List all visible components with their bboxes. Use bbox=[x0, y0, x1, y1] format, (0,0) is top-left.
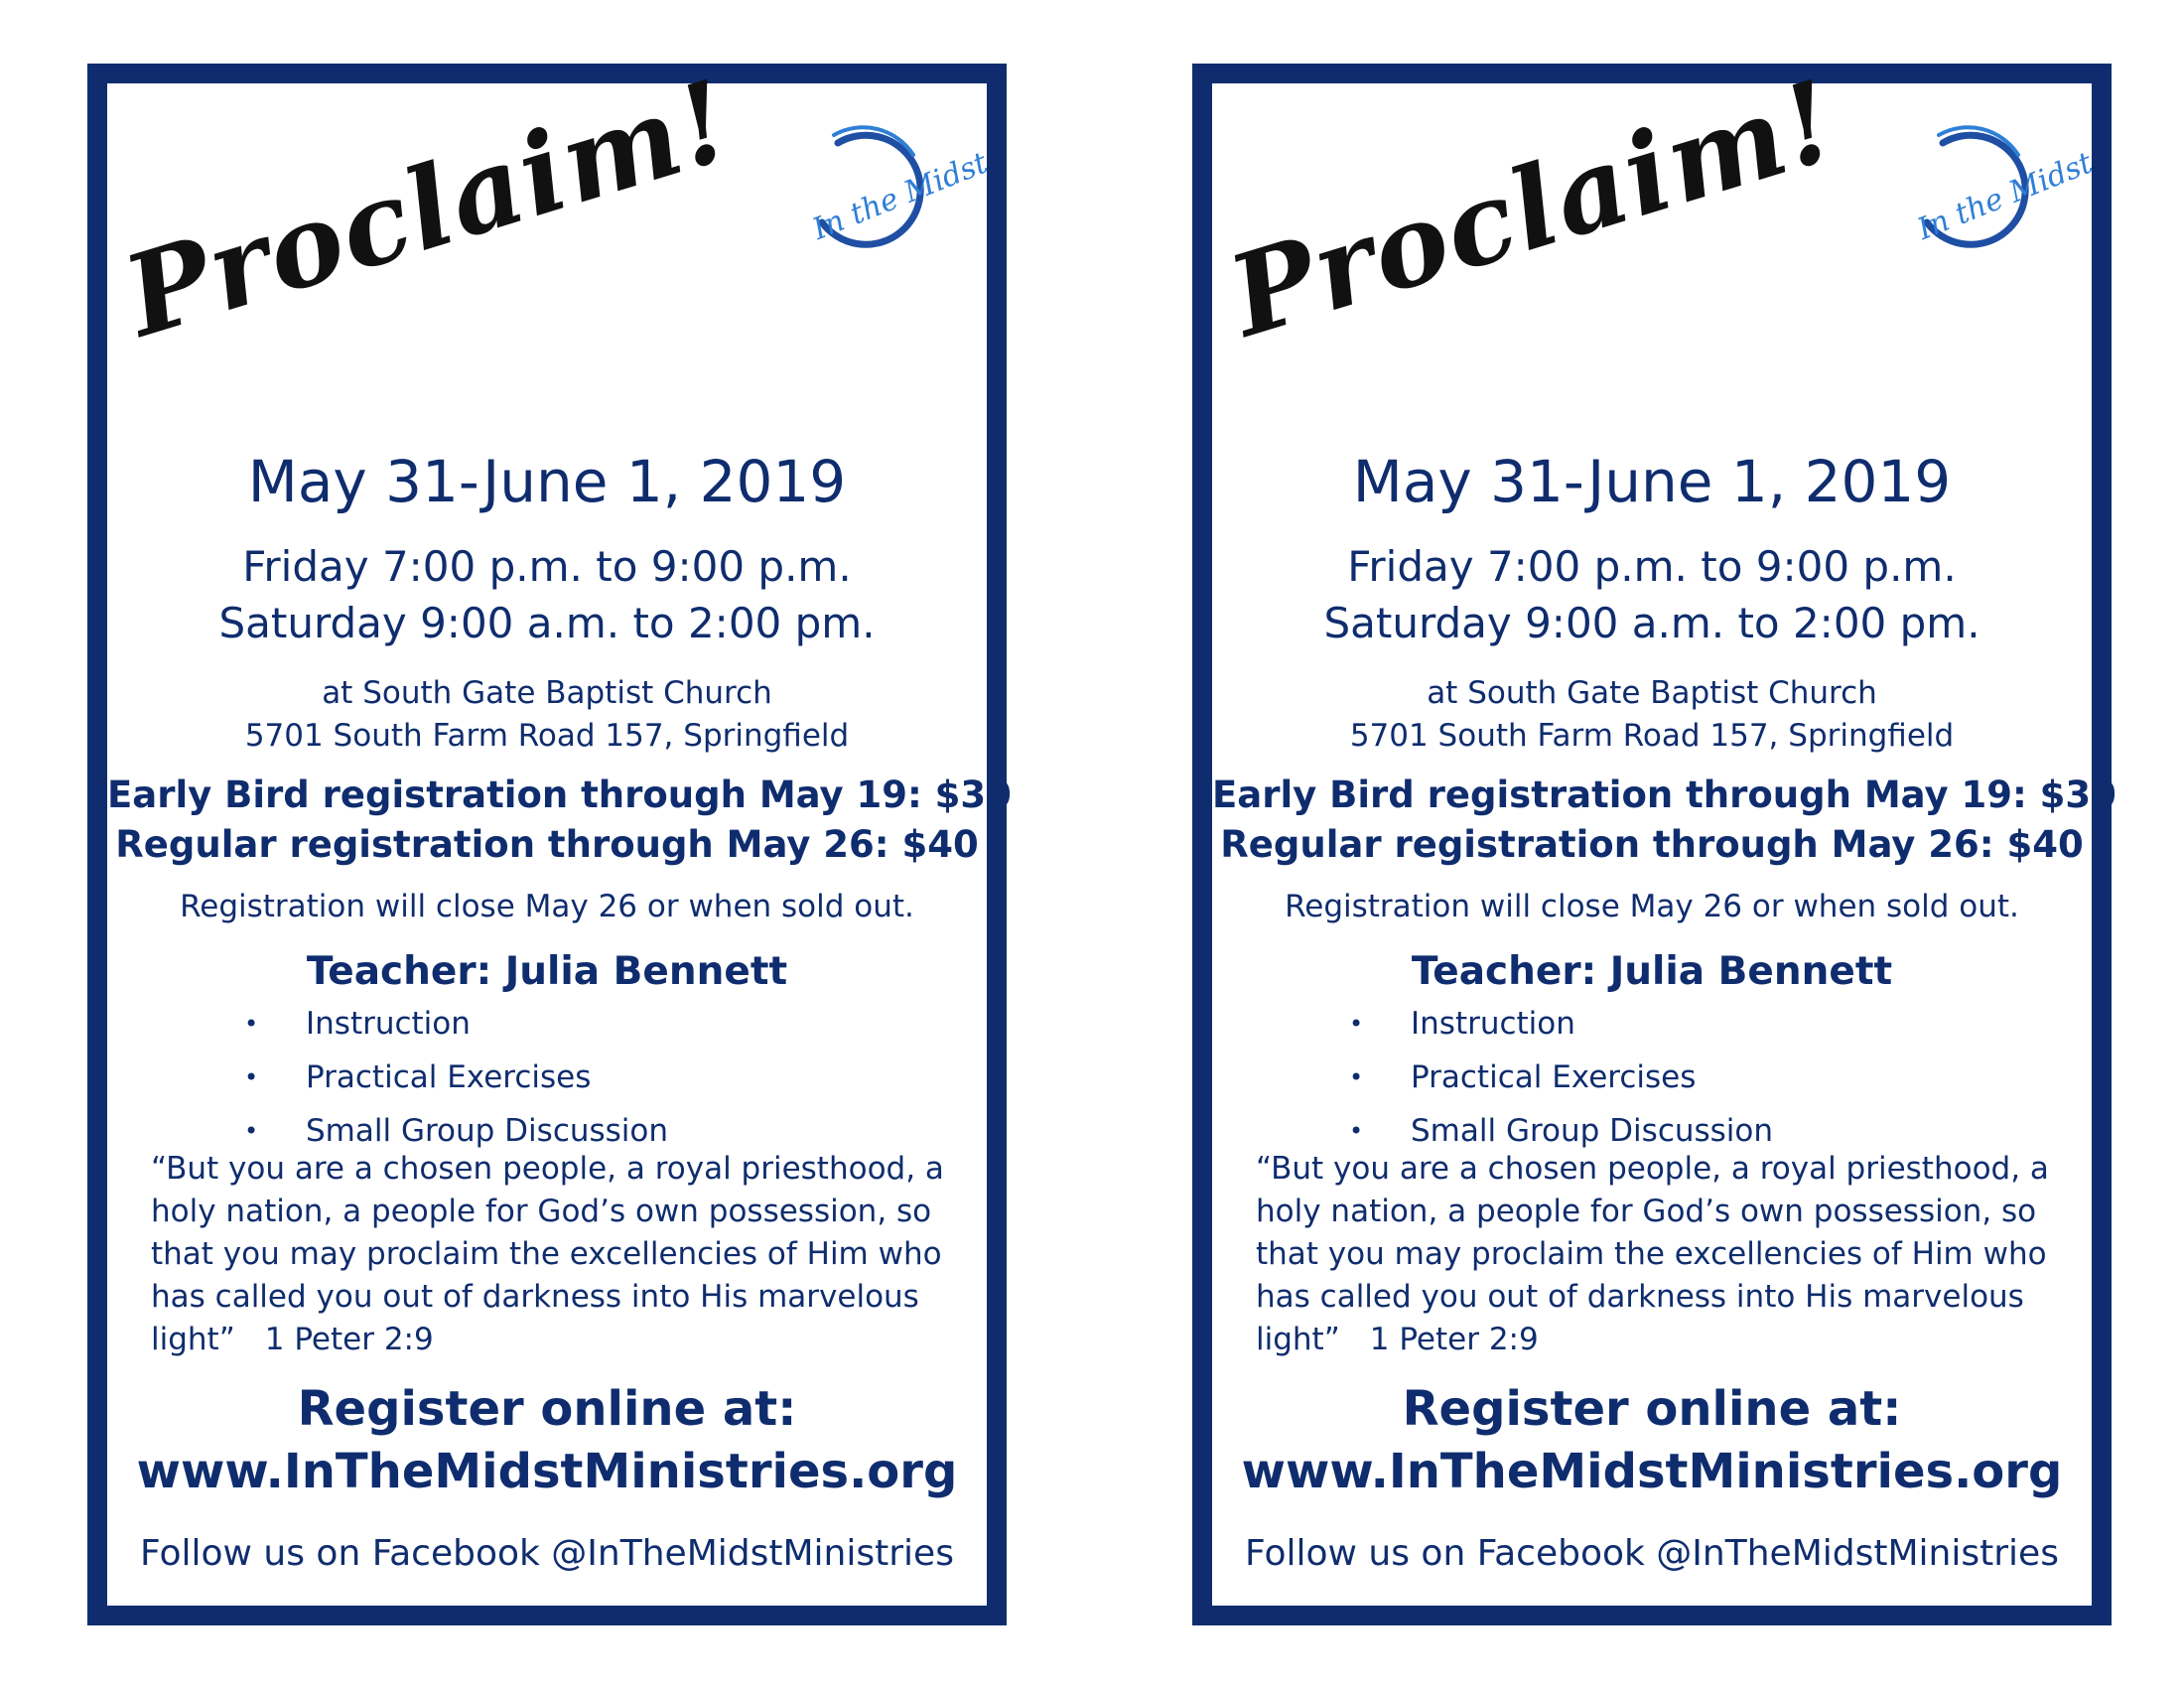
quote-reference: 1 Peter 2:9 bbox=[1369, 1322, 1539, 1357]
early-bird-price: Early Bird registration through May 19: $30 bbox=[1212, 774, 2116, 816]
bullet-icon: • bbox=[244, 1063, 259, 1091]
regular-price: Regular registration through May 26: $40 bbox=[115, 823, 979, 866]
list-item bbox=[1341, 1051, 1773, 1104]
list-item-label: Instruction bbox=[306, 1006, 471, 1042]
flyer-right bbox=[1192, 55, 2116, 1625]
list-item-label: Small Group Discussion bbox=[1411, 1113, 1774, 1149]
list-item bbox=[236, 1051, 668, 1104]
bullet-icon: • bbox=[1349, 1117, 1364, 1145]
ring-logo-icon bbox=[1881, 115, 2098, 254]
schedule-saturday: Saturday 9:00 a.m. to 2:00 pm. bbox=[1323, 599, 1980, 647]
bullet-icon: • bbox=[1349, 1063, 1364, 1091]
venue: at South Gate Baptist Church bbox=[322, 675, 772, 711]
list-item bbox=[1341, 997, 1773, 1051]
schedule-saturday: Saturday 9:00 a.m. to 2:00 pm. bbox=[218, 599, 876, 647]
facebook-link[interactable]: Follow us on Facebook @InTheMidstMinistries bbox=[1245, 1533, 2059, 1574]
list-item-label: Small Group Discussion bbox=[306, 1113, 669, 1149]
quote-text: “But you are a chosen people, a royal priesthood, a holy nation, a people for God’s own possession, so that you may proclaim the excellencies of Him who has called you out of darkness into His marvelous light” bbox=[151, 1151, 944, 1357]
title: Proclaim! bbox=[1215, 55, 1851, 362]
list-item-label: Practical Exercises bbox=[1411, 1059, 1697, 1095]
svg-text:In the Midst: In the Midst bbox=[1912, 145, 2098, 247]
website-link[interactable]: www.InTheMidstMinistries.org bbox=[136, 1444, 958, 1499]
svg-text:In the Midst: In the Midst bbox=[807, 145, 993, 247]
activity-list bbox=[1341, 997, 1773, 1158]
schedule-friday: Friday 7:00 p.m. to 9:00 p.m. bbox=[1347, 542, 1957, 591]
register-label: Register online at: bbox=[297, 1381, 797, 1437]
early-bird-price: Early Bird registration through May 19: $30 bbox=[107, 774, 1012, 816]
list-item-label: Instruction bbox=[1411, 1006, 1575, 1042]
regular-price: Regular registration through May 26: $40 bbox=[1220, 823, 2084, 866]
ring-logo-icon bbox=[776, 115, 993, 254]
scripture-quote bbox=[151, 1148, 965, 1361]
teacher: Teacher: Julia Bennett bbox=[306, 949, 788, 994]
facebook-link[interactable]: Follow us on Facebook @InTheMidstMinistries bbox=[140, 1533, 954, 1574]
title: Proclaim! bbox=[110, 55, 747, 362]
list-item bbox=[236, 997, 668, 1051]
quote-text: “But you are a chosen people, a royal priesthood, a holy nation, a people for God’s own possession, so that you may proclaim the excellencies of Him who has called you out of darkness into His marvelous light” bbox=[1256, 1151, 2049, 1357]
flyer-left bbox=[87, 55, 1012, 1625]
scripture-quote bbox=[1256, 1148, 2070, 1361]
bullet-icon: • bbox=[244, 1117, 259, 1145]
address: 5701 South Farm Road 157, Springfield bbox=[244, 718, 850, 754]
address: 5701 South Farm Road 157, Springfield bbox=[1349, 718, 1955, 754]
event-date: May 31-June 1, 2019 bbox=[1352, 448, 1952, 515]
bullet-icon: • bbox=[1349, 1010, 1364, 1038]
event-date: May 31-June 1, 2019 bbox=[247, 448, 847, 515]
register-label: Register online at: bbox=[1402, 1381, 1902, 1437]
bullet-icon: • bbox=[244, 1010, 259, 1038]
list-item-label: Practical Exercises bbox=[306, 1059, 592, 1095]
close-note: Registration will close May 26 or when sold out. bbox=[1285, 889, 2019, 924]
quote-reference: 1 Peter 2:9 bbox=[264, 1322, 434, 1357]
schedule-friday: Friday 7:00 p.m. to 9:00 p.m. bbox=[242, 542, 852, 591]
teacher: Teacher: Julia Bennett bbox=[1411, 949, 1893, 994]
website-link[interactable]: www.InTheMidstMinistries.org bbox=[1241, 1444, 2063, 1499]
close-note: Registration will close May 26 or when sold out. bbox=[180, 889, 914, 924]
activity-list bbox=[236, 997, 668, 1158]
venue: at South Gate Baptist Church bbox=[1427, 675, 1877, 711]
